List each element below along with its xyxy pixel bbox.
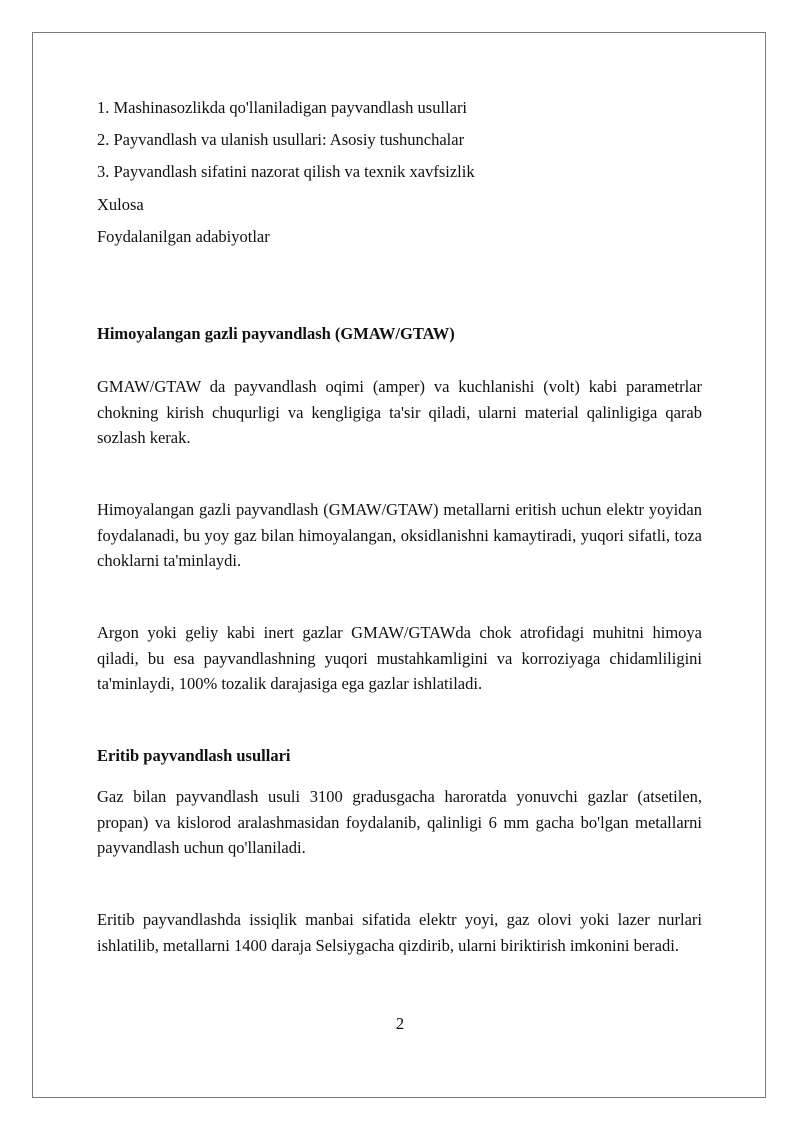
toc-item-1: 1. Mashinasozlikda qo'llaniladigan payvandlash usullari	[97, 98, 468, 117]
section-heading-fusion: Eritib payvandlash usullari	[97, 746, 291, 765]
section-heading-gmaw: Himoyalangan gazli payvandlash (GMAW/GTAW)	[97, 324, 455, 343]
paragraph: Eritib payvandlashda issiqlik manbai sifatida elektr yoyi, gaz olovi yoki lazer nurlari ishlatilib, metallarni 1400 daraja Selsiygacha qizdirib, ularni biriktirish imkonini beradi.	[97, 910, 702, 955]
paragraph: Himoyalangan gazli payvandlash (GMAW/GTAW) metallarni eritish uchun elektr yoyidan foydalanadi, bu yoy gaz bilan himoyalangan, oksidlanishni kamaytiradi, yuqori sifatli, toza choklarni ta'minlaydi.	[97, 500, 702, 570]
paragraph: Argon yoki geliy kabi inert gazlar GMAW/GTAWda chok atrofidagi muhitni himoya qiladi, bu esa payvandlashning yuqori mustahkamligini va korroziyaga chidamliligini ta'minlaydi, 100% tozalik darajasiga ega gazlar ishlatiladi.	[97, 623, 702, 693]
toc-item-3: 3. Payvandlash sifatini nazorat qilish va texnik xavfsizlik	[97, 162, 475, 181]
page-number: 2	[395, 1014, 405, 1033]
paragraph: Gaz bilan payvandlash usuli 3100 gradusgacha haroratda yonuvchi gazlar (atsetilen, propan) va kislorod aralashmasidan foydalanib, qalinligi 6 mm gacha bo'lgan metallarni payvandlash uchun qo'llaniladi.	[97, 787, 702, 857]
toc-item-2: 2. Payvandlash va ulanish usullari: Asosiy tushunchalar	[97, 130, 465, 149]
toc-item-references: Foydalanilgan adabiyotlar	[97, 227, 270, 246]
toc-item-conclusion: Xulosa	[97, 195, 144, 214]
paragraph: GMAW/GTAW da payvandlash oqimi (amper) va kuchlanishi (volt) kabi parametrlar chokning kirish chuqurligi va kengligiga ta'sir qiladi, ularni material qalinligiga qarab sozlash kerak.	[97, 377, 702, 447]
